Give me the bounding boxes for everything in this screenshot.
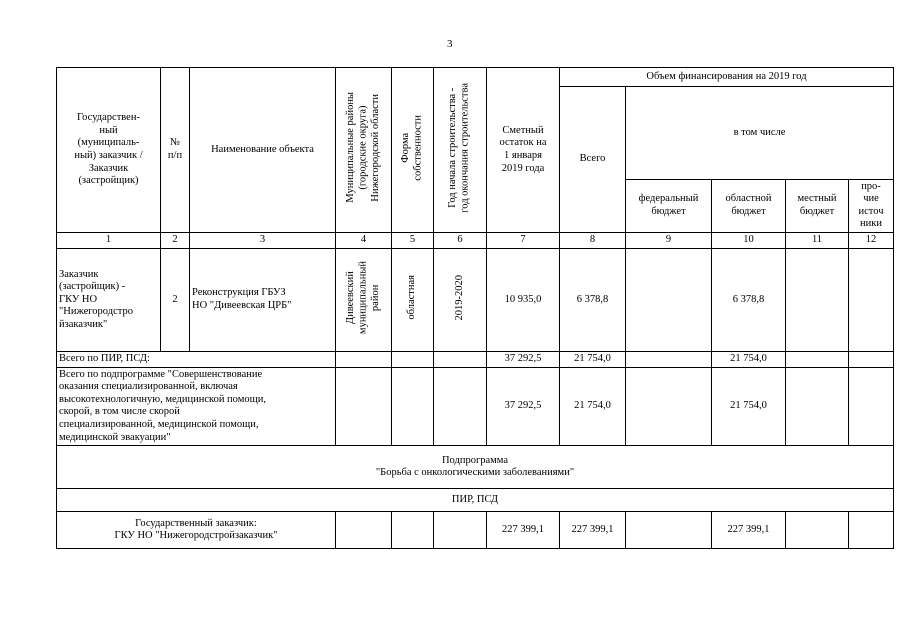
row-district: Дивеевский муниципальный район — [344, 261, 381, 335]
total-pir-row — [57, 352, 894, 368]
header-regional: областной бюджет — [712, 179, 786, 232]
row-object: Реконструкция ГБУЗ НО "Дивеевская ЦРБ" — [190, 249, 336, 352]
col-number: 6 — [434, 233, 487, 249]
state-customer-total: 227 399,1 — [560, 512, 626, 549]
section-title: ПИР, ПСД — [57, 489, 894, 512]
col-number: 3 — [190, 233, 336, 249]
header-other: про- чие источ ники — [849, 179, 894, 232]
column-numbers-row — [57, 233, 894, 249]
row-customer: Заказчик (застройщик) - ГКУ НО "Нижегородстро йзаказчик" — [57, 249, 161, 352]
state-customer-balance: 227 399,1 — [487, 512, 560, 549]
header-financing: Объем финансирования на 2019 год — [560, 68, 894, 87]
row-total: 6 378,8 — [560, 249, 626, 352]
header-balance: Сметный остаток на 1 января 2019 года — [487, 68, 560, 233]
col-number: 10 — [712, 233, 786, 249]
subprogram-row — [57, 446, 894, 489]
header-years: Год начала строительства - год окончания строительства — [447, 82, 471, 213]
header-districts: Муниципальные районы (городские округа) Нижегородской области — [344, 92, 381, 204]
row-balance: 10 935,0 — [487, 249, 560, 352]
header-local: местный бюджет — [786, 179, 849, 232]
total-subprogram-row — [57, 367, 894, 446]
row-federal — [626, 249, 712, 352]
total-sub-total: 21 754,0 — [560, 367, 626, 446]
row-regional: 6 378,8 — [712, 249, 786, 352]
page-number: 3 — [447, 38, 453, 50]
col-number: 1 — [57, 233, 161, 249]
col-number: 2 — [161, 233, 190, 249]
total-sub-regional: 21 754,0 — [712, 367, 786, 446]
col-number: 11 — [786, 233, 849, 249]
row-ownership: областная — [406, 275, 418, 320]
col-number: 9 — [626, 233, 712, 249]
total-pir-regional: 21 754,0 — [712, 352, 786, 368]
total-sub-balance: 37 292,5 — [487, 367, 560, 446]
col-number: 5 — [392, 233, 434, 249]
col-number: 7 — [487, 233, 560, 249]
financing-table — [56, 67, 894, 549]
row-num: 2 — [161, 249, 190, 352]
header-object-name: Наименование объекта — [190, 68, 336, 233]
state-customer-regional: 227 399,1 — [712, 512, 786, 549]
header-num: № п/п — [161, 68, 190, 233]
header-customer: Государствен- ный (муниципаль- ный) заказчик / Заказчик (застройщик) — [57, 68, 161, 233]
state-customer-label: Государственный заказчик: ГКУ НО "Нижегородстройзаказчик" — [57, 512, 336, 549]
row-years: 2019-2020 — [453, 274, 465, 321]
header-federal: федеральный бюджет — [626, 179, 712, 232]
row-local — [786, 249, 849, 352]
total-pir-total: 21 754,0 — [560, 352, 626, 368]
total-pir-balance: 37 292,5 — [487, 352, 560, 368]
col-number: 4 — [336, 233, 392, 249]
subprogram-title: Подпрограмма "Борьба с онкологическими заболеваниями" — [57, 446, 894, 489]
section-row — [57, 489, 894, 512]
header-including: в том числе — [626, 87, 894, 180]
row-other — [849, 249, 894, 352]
col-number: 8 — [560, 233, 626, 249]
total-pir-label: Всего по ПИР, ПСД: — [57, 352, 336, 368]
header-ownership: Форма собственности — [399, 114, 424, 181]
table-row — [57, 249, 894, 352]
header-row-1 — [57, 68, 894, 87]
col-number: 12 — [849, 233, 894, 249]
state-customer-row — [57, 512, 894, 549]
header-total: Всего — [560, 87, 626, 233]
total-sub-label: Всего по подпрограмме "Совершенствование оказания специализированной, включая высокотехнологичную, медицинской помощи, скорой, в том числе скорой специализированной, медицинской помощи, медицинской эвакуации" — [57, 367, 336, 446]
